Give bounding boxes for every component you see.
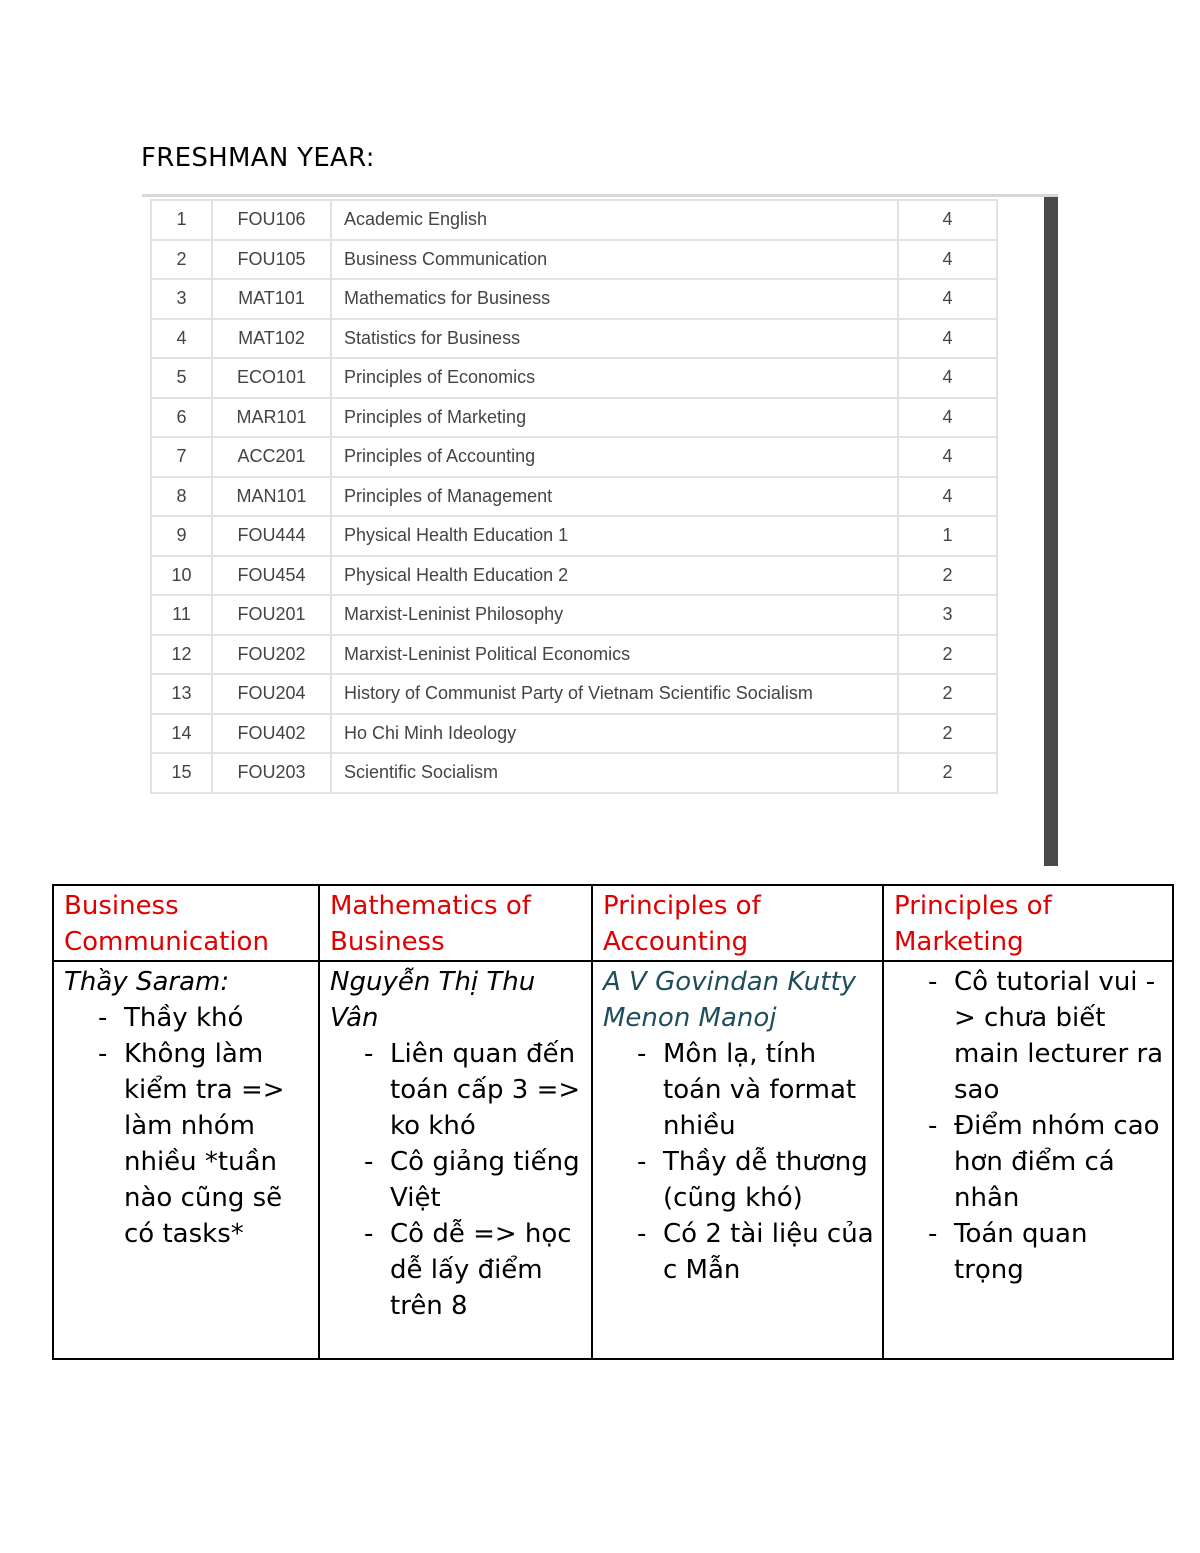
course-credits: 4 — [898, 319, 997, 359]
notes-table — [52, 884, 1174, 1360]
notes-cell-mathematics-of-business — [319, 961, 592, 1359]
course-name: Principles of Economics — [331, 358, 898, 398]
course-number: 11 — [151, 595, 212, 635]
notes-cell-principles-of-accounting — [592, 961, 883, 1359]
course-number: 13 — [151, 674, 212, 714]
course-row — [151, 556, 997, 596]
course-row — [151, 240, 997, 280]
note-item: - Cô giảng tiếng Việt — [390, 1144, 583, 1216]
note-item: - Toán quan trọng — [954, 1216, 1164, 1288]
note-item: - Không làm kiểm tra => làm nhóm nhiều *tuần nào cũng sẽ có tasks* — [124, 1036, 310, 1252]
course-name: Principles of Management — [331, 477, 898, 517]
course-credits: 2 — [898, 674, 997, 714]
course-credits: 2 — [898, 635, 997, 675]
course-number: 2 — [151, 240, 212, 280]
course-name: Business Communication — [331, 240, 898, 280]
course-row — [151, 753, 997, 793]
course-number: 12 — [151, 635, 212, 675]
course-name: Ho Chi Minh Ideology — [331, 714, 898, 754]
course-table — [150, 199, 998, 794]
course-number: 5 — [151, 358, 212, 398]
course-name: Principles of Marketing — [331, 398, 898, 438]
course-name: Statistics for Business — [331, 319, 898, 359]
lecturer-name: Thầy Saram: — [64, 967, 230, 997]
course-code: FOU201 — [212, 595, 331, 635]
course-code: FOU106 — [212, 200, 331, 240]
notes-cell-business-communication — [53, 961, 319, 1359]
course-code: MAT102 — [212, 319, 331, 359]
course-credits: 1 — [898, 516, 997, 556]
course-credits: 4 — [898, 240, 997, 280]
course-code: FOU202 — [212, 635, 331, 675]
course-number: 6 — [151, 398, 212, 438]
course-credits: 2 — [898, 753, 997, 793]
course-credits: 4 — [898, 279, 997, 319]
course-row — [151, 635, 997, 675]
course-name: Principles of Accounting — [331, 437, 898, 477]
course-row — [151, 398, 997, 438]
note-item: - Cô tutorial vui -> chưa biết main lecturer ra sao — [954, 964, 1164, 1108]
note-item: - Môn lạ, tính toán và format nhiều — [663, 1036, 874, 1144]
course-credits: 4 — [898, 358, 997, 398]
course-name: Scientific Socialism — [331, 753, 898, 793]
header-principles-of-marketing: Principles of Marketing — [883, 885, 1173, 961]
notes-cell-principles-of-marketing — [883, 961, 1173, 1359]
course-row — [151, 674, 997, 714]
course-number: 4 — [151, 319, 212, 359]
course-number: 7 — [151, 437, 212, 477]
course-code: MAT101 — [212, 279, 331, 319]
scrollbar — [1044, 197, 1058, 866]
course-row — [151, 516, 997, 556]
header-business-communication: Business Communication — [53, 885, 319, 961]
course-code: ACC201 — [212, 437, 331, 477]
course-credits: 2 — [898, 556, 997, 596]
course-code: FOU105 — [212, 240, 331, 280]
notes-list — [603, 1036, 874, 1288]
course-name: Marxist-Leninist Political Economics — [331, 635, 898, 675]
note-item: - Liên quan đến toán cấp 3 => ko khó — [390, 1036, 583, 1144]
course-number: 1 — [151, 200, 212, 240]
course-code: ECO101 — [212, 358, 331, 398]
course-row — [151, 200, 997, 240]
page-heading: FRESHMAN YEAR: — [141, 143, 375, 173]
note-item: - Điểm nhóm cao hơn điểm cá nhân — [954, 1108, 1164, 1216]
course-code: FOU204 — [212, 674, 331, 714]
note-item: - Có 2 tài liệu của c Mẫn — [663, 1216, 874, 1288]
lecturer-name: Nguyễn Thị Thu Vân — [330, 967, 536, 1033]
course-row — [151, 437, 997, 477]
course-credits: 4 — [898, 437, 997, 477]
header-mathematics-of-business: Mathematics of Business — [319, 885, 592, 961]
course-number: 14 — [151, 714, 212, 754]
course-name: Mathematics for Business — [331, 279, 898, 319]
course-name: Physical Health Education 2 — [331, 556, 898, 596]
course-row — [151, 714, 997, 754]
course-number: 8 — [151, 477, 212, 517]
header-principles-of-accounting: Principles of Accounting — [592, 885, 883, 961]
course-number: 3 — [151, 279, 212, 319]
course-code: MAN101 — [212, 477, 331, 517]
course-credits: 3 — [898, 595, 997, 635]
notes-header-row — [53, 885, 1173, 961]
note-item: - Cô dễ => học dễ lấy điểm trên 8 — [390, 1216, 583, 1324]
course-credits: 4 — [898, 477, 997, 517]
lecturer-name: A V Govindan Kutty Menon Manoj — [603, 967, 857, 1033]
course-code: FOU402 — [212, 714, 331, 754]
course-list-screenshot — [142, 194, 1058, 866]
notes-body-row — [53, 961, 1173, 1359]
course-number: 10 — [151, 556, 212, 596]
course-name: Physical Health Education 1 — [331, 516, 898, 556]
course-row — [151, 477, 997, 517]
note-item: - Thầy khó — [124, 1000, 310, 1036]
notes-list — [64, 1000, 310, 1252]
course-row — [151, 595, 997, 635]
course-row — [151, 319, 997, 359]
course-code: MAR101 — [212, 398, 331, 438]
course-code: FOU444 — [212, 516, 331, 556]
course-code: FOU454 — [212, 556, 331, 596]
course-name: History of Communist Party of Vietnam Scientific Socialism — [331, 674, 898, 714]
course-credits: 4 — [898, 398, 997, 438]
course-number: 9 — [151, 516, 212, 556]
course-row — [151, 279, 997, 319]
course-number: 15 — [151, 753, 212, 793]
note-item: - Thầy dễ thương (cũng khó) — [663, 1144, 874, 1216]
notes-list — [330, 1036, 583, 1324]
course-credits: 4 — [898, 200, 997, 240]
course-row — [151, 358, 997, 398]
course-name: Marxist-Leninist Philosophy — [331, 595, 898, 635]
course-credits: 2 — [898, 714, 997, 754]
notes-list — [894, 964, 1164, 1288]
course-name: Academic English — [331, 200, 898, 240]
course-code: FOU203 — [212, 753, 331, 793]
